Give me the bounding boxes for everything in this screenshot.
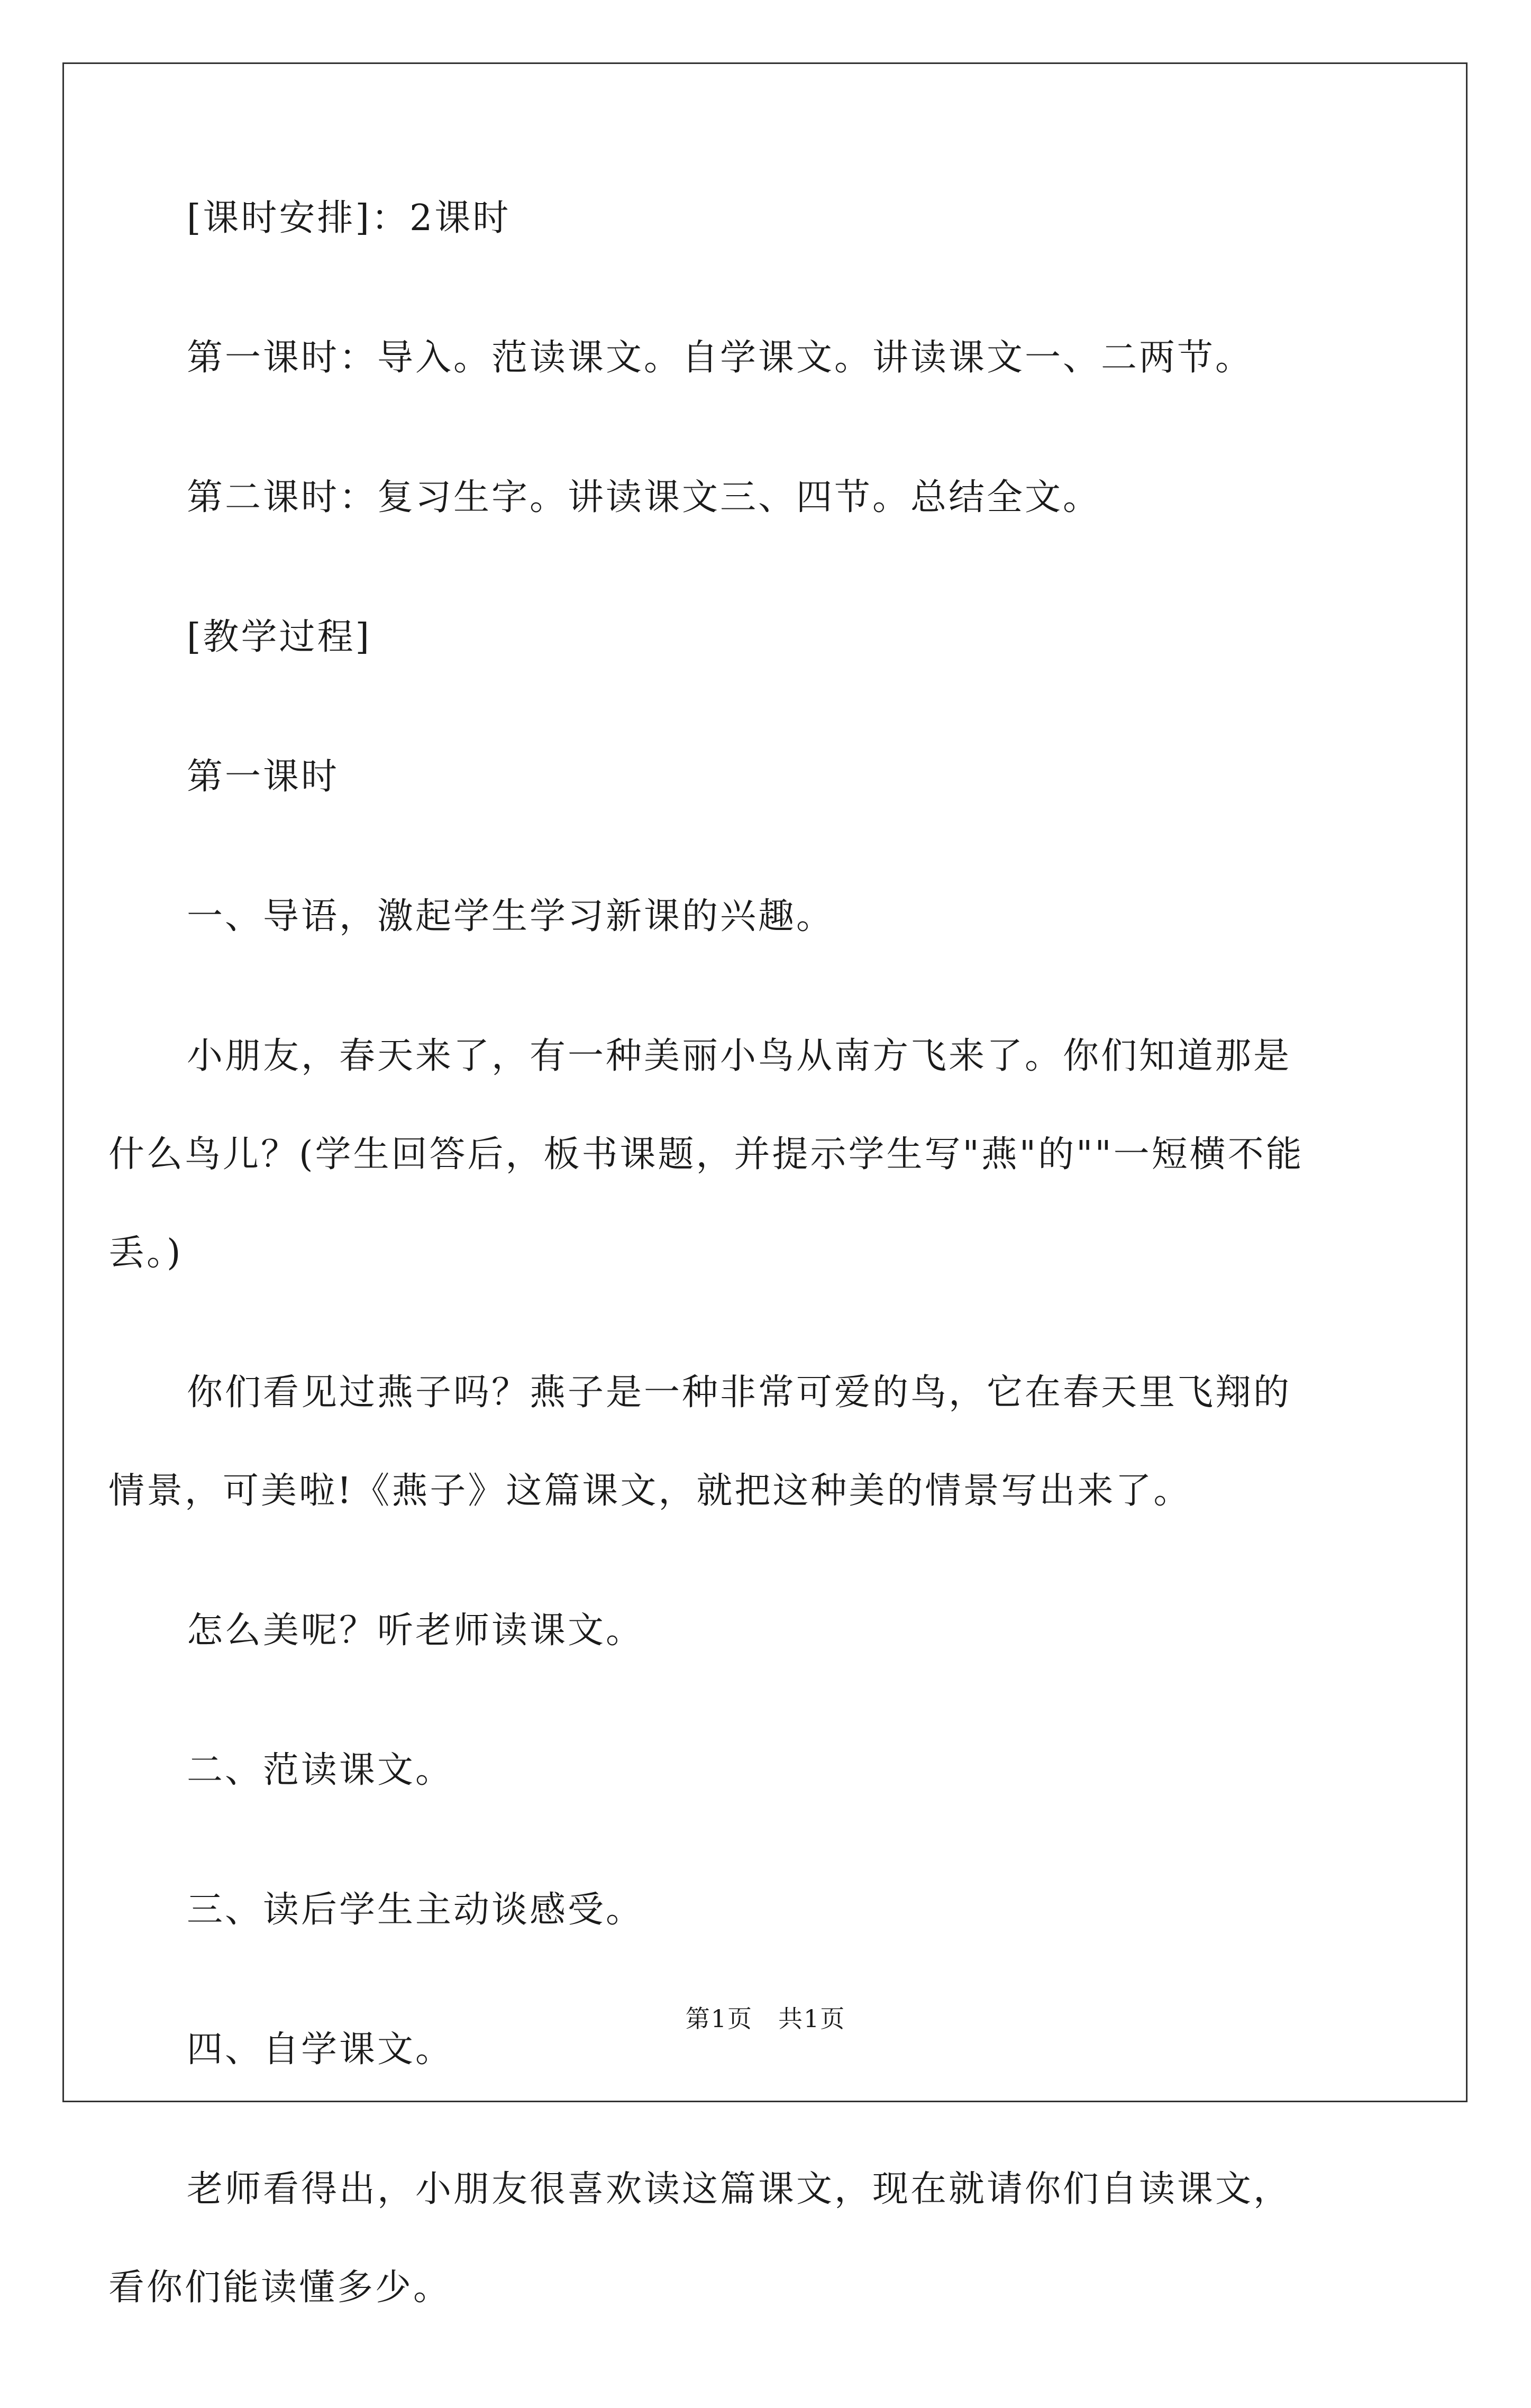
paragraph-how-beautiful: 怎么美呢？听老师读课文。 (187, 1610, 644, 1652)
paragraph-process-heading: [教学过程] (187, 616, 372, 658)
paragraph-self-study: 四、自学课文。 (187, 2029, 454, 2070)
document-body (108, 197, 1372, 2408)
paragraph-swallow-description: 你们看见过燕子吗？燕子是一种非常可爱的鸟，它在春天里飞翔的情景，可美啦!《燕子》这篇课文，就把这种美的情景写出来了。 (108, 1372, 1292, 1512)
page-footer: 第1页 共1页 (685, 2004, 846, 2033)
paragraph-spring-question: 小朋友，春天来了，有一种美丽小鸟从南方飞来了。你们知道那是什么鸟儿？(学生回答后，板书课题，并提示学生写"燕"的""一短横不能丢。) (108, 1035, 1304, 1274)
paragraph-first-lesson-plan: 第一课时：导入。范读课文。自学课文。讲读课文一、二两节。 (187, 337, 1254, 379)
paragraph-first-lesson-heading: 第一课时 (187, 756, 340, 798)
paragraph-model-reading: 二、范读课文。 (187, 1749, 454, 1791)
paragraph-intro: 一、导语，激起学生学习新课的兴趣。 (187, 896, 835, 937)
paragraph-second-lesson-plan: 第二课时：复习生字。讲读课文三、四节。总结全文。 (187, 477, 1101, 518)
paragraph-teacher-note: 老师看得出，小朋友很喜欢读这篇课文，现在就请你们自读课文，看你们能读懂多少。 (108, 2168, 1292, 2309)
paragraph-share-feelings: 三、读后学生主动谈感受。 (187, 1889, 644, 1931)
paragraph-schedule: [课时安排]：2课时 (187, 197, 511, 239)
